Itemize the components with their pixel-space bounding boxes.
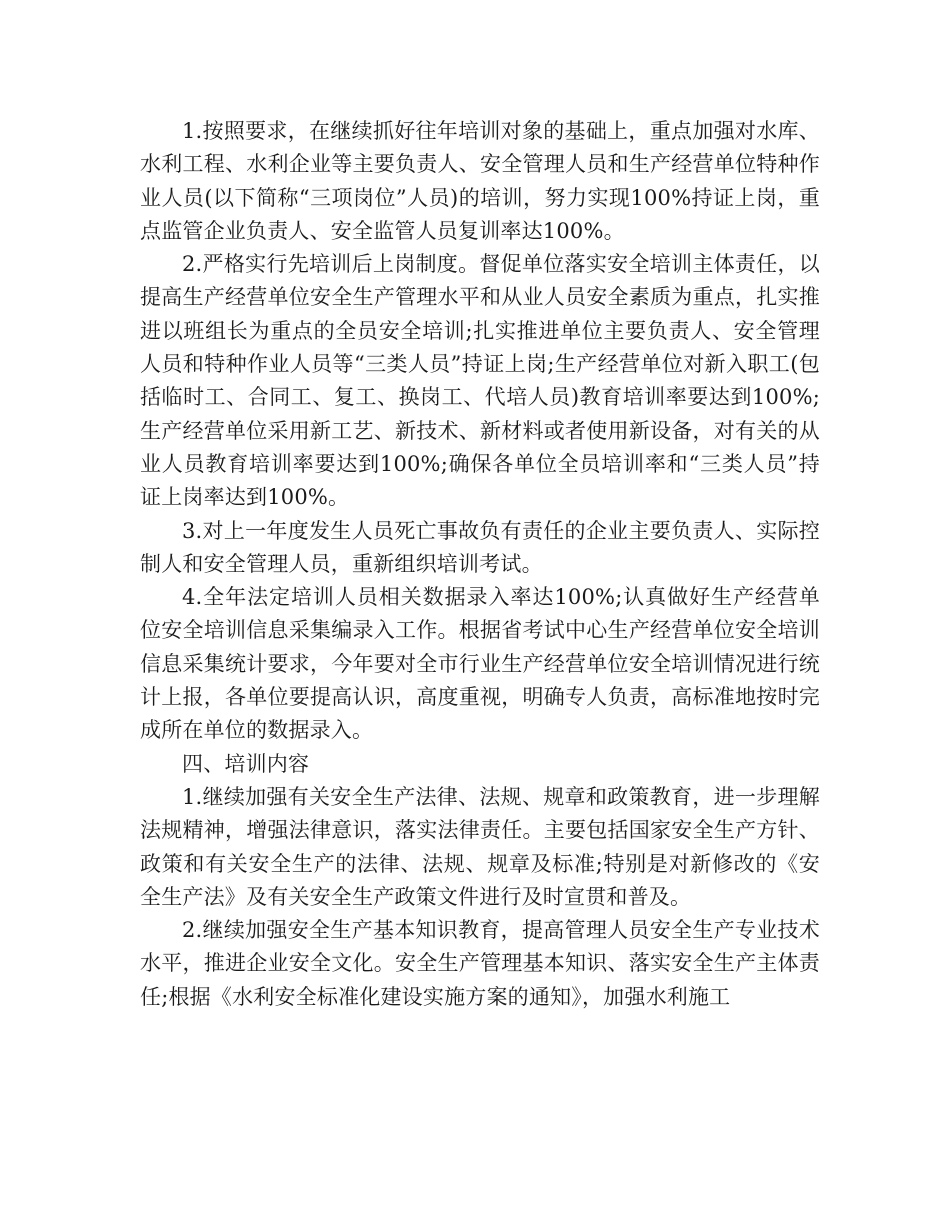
paragraph-basic-knowledge: 2.继续加强安全生产基本知识教育，提高管理人员安全生产专业技术水平，推进企业安全文化。安全生产管理基本知识、落实安全生产主体责任;根据《水利安全标准化建设实施方案的通知》，加强水利施工 [140, 918, 820, 1009]
section-heading-training-content: 四、培训内容 [182, 751, 310, 776]
document-body [140, 115, 820, 1014]
paragraph-data-entry: 4.全年法定培训人员相关数据录入率达100%;认真做好生产经营单位安全培训信息采集编录入工作。根据省考试中心生产经营单位安全培训信息采集统计要求，今年要对全市行业生产经营单位安全培训情况进行统计上报，各单位要提高认识，高度重视，明确专人负责，高标准地按时完成所在单位的数据录入。 [140, 585, 820, 743]
paragraph-accident-retraining: 3.对上一年度发生人员死亡事故负有责任的企业主要负责人、实际控制人和安全管理人员，重新组织培训考试。 [140, 518, 820, 576]
paragraph-training-targets: 1.按照要求，在继续抓好往年培训对象的基础上，重点加强对水库、水利工程、水利企业等主要负责人、安全管理人员和生产经营单位特种作业人员(以下简称“三项岗位”人员)的培训，努力实现100%持证上岗，重点监管企业负责人、安全监管人员复训率达100%。 [140, 119, 820, 243]
paragraph-training-before-post: 2.严格实行先培训后上岗制度。督促单位落实安全培训主体责任，以提高生产经营单位安全生产管理水平和从业人员安全素质为重点，扎实推进以班组长为重点的全员安全培训;扎实推进单位主要负责人、安全管理人员和特种作业人员等“三类人员”持证上岗;生产经营单位对新入职工(包括临时工、合同工、复工、换岗工、代培人员)教育培训率要达到100%;生产经营单位采用新工艺、新技术、新材料或者使用新设备，对有关的从业人员教育培训率要达到100%;确保各单位全员培训率和“三类人员”持证上岗率达到100%。 [140, 252, 820, 510]
paragraph-law-education: 1.继续加强有关安全生产法律、法规、规章和政策教育，进一步理解法规精神，增强法律意识，落实法律责任。主要包括国家安全生产方针、政策和有关安全生产的法律、法规、规章及标准;特别是对新修改的《安全生产法》及有关安全生产政策文件进行及时宣贯和普及。 [140, 784, 820, 909]
